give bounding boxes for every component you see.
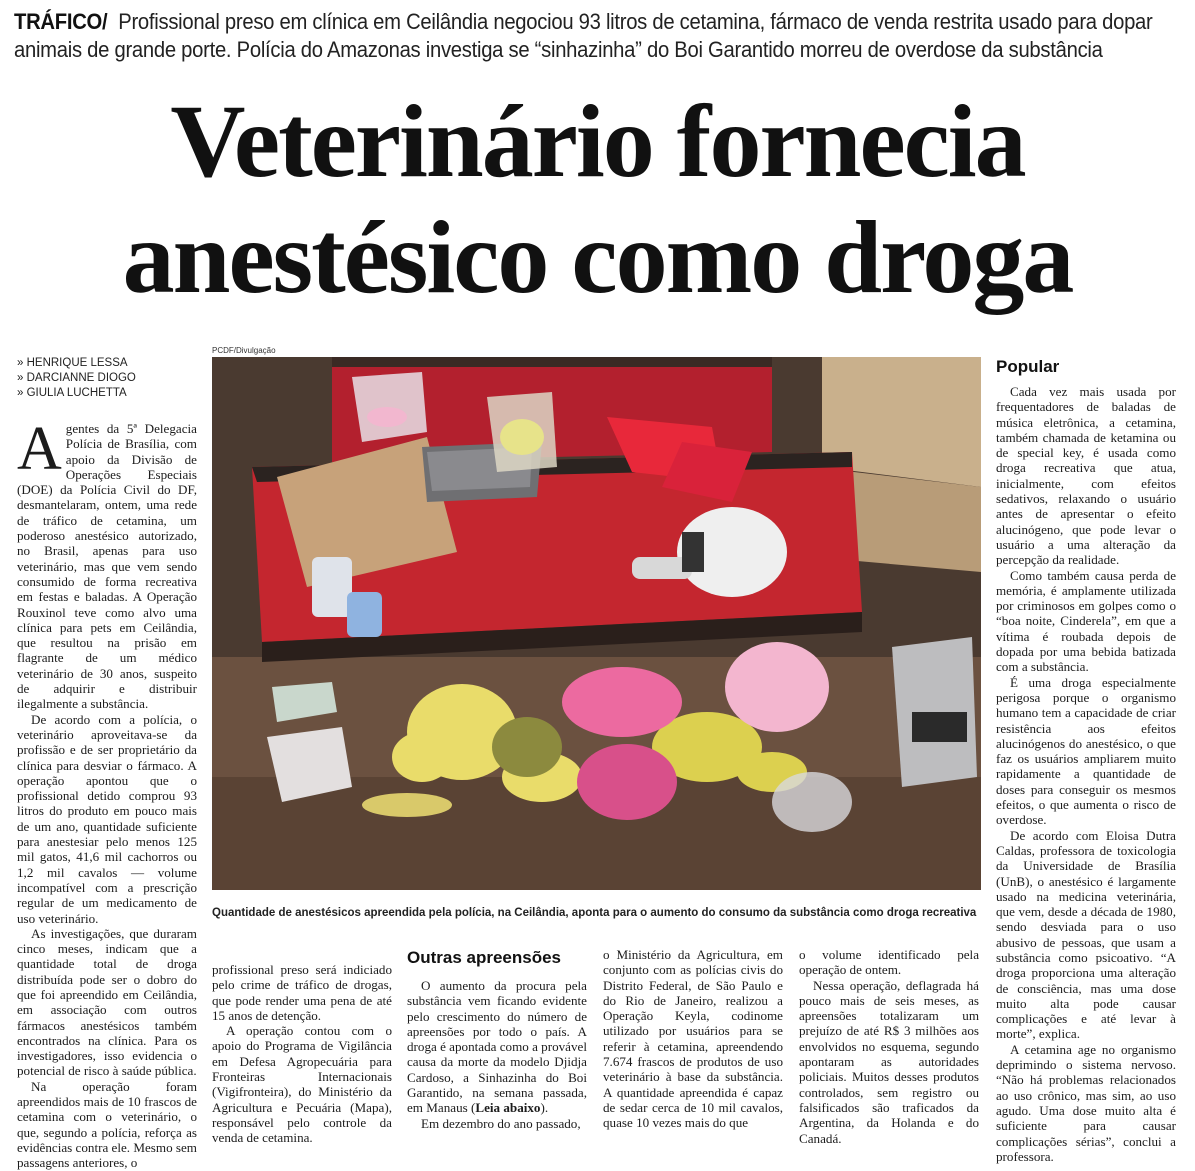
section-tag: TRÁFICO <box>14 9 103 34</box>
paragraph: Nessa operação, deflagrada há pouco mais de seis meses, as apreensões totalizaram um prejuízo de até R$ 3 milhões aos envolvidos no esquema, segundo apontaram as autoridades policiais. Muitos desses produtos controlados, sem registro ou falsificados são traficados da Argentina, da Holanda e do Canadá. <box>799 977 979 1146</box>
paragraph: O aumento da procura pela substância vem ficando evidente pelo crescimento do número de apreensões por todo o país. A droga é apontada como a provável causa da morte da modelo Djidja Cardoso, a Sinhazinha do Boi Garantido, na semana passada, em Manaus (Leia abaixo). <box>407 978 587 1116</box>
column-2 <box>212 962 392 1146</box>
photo-credit: PCDF/Divulgação <box>212 346 276 355</box>
paragraph: De acordo com Eloisa Dutra Caldas, professora de toxicologia da Universidade de Brasília (UnB), o anestésico é largamente usado na medicina veterinária, que vem, desde a década de 1980, sendo desviada para o uso abusivo de pessoas, que usam a substância como psicoativo. “A droga proporciona uma alteração de consciência, mas uma dose muito alta pode causar complicações e até levar à morte”, explica. <box>996 827 1176 1042</box>
paragraph: A operação contou com o apoio do Programa de Vigilância em Defesa Agropecuária para Fronteiras Internacionais (Vigifronteira), do Ministério da Agricultura e Pecuária (Mapa), responsável pelo controle da venda de cetamina. <box>212 1023 392 1146</box>
column-5 <box>799 947 979 1146</box>
paragraph: o volume identificado pela operação de ontem. <box>799 947 979 978</box>
paragraph: Cada vez mais usada por frequentadores de baladas de música eletrônica, a cetamina, também chamada de ketamina ou de special key, é usada como droga recreativa que atua, inicialmente, com efeitos sedativos, relaxando o usuário antes de apresentar o efeito alucinógeno, que pode levar o usuário a uma alteração da percepção da realidade. <box>996 384 1176 568</box>
kicker <box>14 8 1182 64</box>
photo-caption: Quantidade de anestésicos apreendida pela polícia, na Ceilândia, aponta para o aumento do consumo da substância como droga recreativa <box>212 907 977 919</box>
paragraph: É uma droga especialmente perigosa porque o organismo humano tem a capacidade de criar resistência aos efeitos alucinógenos do anestésico, o que faz os usuários ampliarem muito rapidamente a quantidade de doses para conseguir os mesmos efeitos, o que aumenta o risco de overdose. <box>996 674 1176 828</box>
paragraph: Na operação foram apreendidos mais de 10 frascos de cetamina com o veterinário, o que, segundo a polícia, reforça as evidências contra ele. Mesmo sem passagens anteriores, o <box>17 1078 197 1171</box>
column-4 <box>603 947 783 1131</box>
kicker-lead: Profissional preso em clínica em Ceilândia negociou 93 litros de cetamina, fármaco de venda restrita usado para dopar animais de grande porte. Polícia do Amazonas investiga se “sinhazinha” do Boi Garantido morreu de overdose da substância <box>14 9 1153 62</box>
paragraph: Como também causa perda de memória, é amplamente utilizada por criminosos em golpes como o “boa noite, Cinderela”, em que a vítima é roubada depois de dopada por uma bebida batizada com a substância. <box>996 567 1176 675</box>
paragraph: o Ministério da Agricultura, em conjunto com as polícias civis do Distrito Federal, de São Paulo e do Rio de Janeiro, realizou a Operação Keyla, codinome utilizado por usuários para se referir à cetamina, apreendendo 7.674 frascos de produtos de uso veterinário à base da substância. A quantidade apreendida é capaz de sedar cerca de 10 mil cavalos, quase 10 vezes mais do que <box>603 947 783 1131</box>
byline-2: » DARCIANNE DIOGO <box>17 372 136 384</box>
sidebar-popular <box>996 356 1176 1164</box>
byline-3: » GIULIA LUCHETTA <box>17 387 127 399</box>
column-3 <box>407 978 587 1131</box>
subhead-other-seizures: Outras apreensões <box>407 948 562 967</box>
paragraph: As investigações, que duraram cinco meses, indicam que a quantidade total de droga distribuída pode ser o dobro do que foi apreendido em Ceilândia, em associação com outros fármacos anestésicos também encontrados na clínica. Para os investigadores, isso evidencia o potencial de risco à saúde pública. <box>17 925 197 1079</box>
sidebar-title: Popular <box>996 357 1060 376</box>
drop-cap: A <box>17 415 62 483</box>
paragraph: Em dezembro do ano passado, <box>421 1115 581 1131</box>
paragraph: A cetamina age no organismo deprimindo o sistema nervoso. “Não há problemas relacionados ao uso crônico, mas sim, ao uso agudo. Uma dose muito alta é suficiente para causar complicações sérias”, conclui a professora. <box>996 1041 1176 1164</box>
paragraph: De acordo com a polícia, o veterinário aproveitava-se da profissão e de ser proprietário da clínica para desviar o fármaco. A operação apontou que o profissional detido comprou 93 litros do produto em pouco mais de um ano, quantidade suficiente para anestesiar pelo menos 125 mil gatos, 41,6 mil cachorros ou 1,2 mil cavalos — volume incompatível com a prescrição regular de um medicamento de uso veterinário. <box>17 711 197 926</box>
seized-drugs-photo <box>212 357 981 890</box>
headline-line-2: anestésico como droga <box>122 200 1073 315</box>
section-slash: / <box>102 9 108 34</box>
column-1 <box>17 356 197 1171</box>
read-below-ref: Leia abaixo <box>475 1100 541 1116</box>
byline-1: » HENRIQUE LESSA <box>17 357 128 369</box>
paragraph: profissional preso será indiciado pelo crime de tráfico de drogas, que pode render uma pena de até 15 anos de detenção. <box>212 962 392 1023</box>
paragraph: Agentes da 5ª Delegacia Polícia de Brasília, com apoio da Divisão de Operações Especiais (DOE) da Polícia Civil do DF, desmantelaram, ontem, uma rede de tráfico de cetamina, um poderoso anestésico autorizado, no Brasil, apenas para uso veterinário, mas que vem sendo consumido de forma recreativa em festas e baladas. A Operação Rouxinol teve como alvo uma clínica para pets em Ceilândia, que resultou na prisão em flagrante de um médico veterinário de 30 anos, suspeito de adquirir e distribuir ilegalmente a substância. <box>17 415 197 712</box>
headline-line-1: Veterinário fornecia <box>170 84 1025 199</box>
